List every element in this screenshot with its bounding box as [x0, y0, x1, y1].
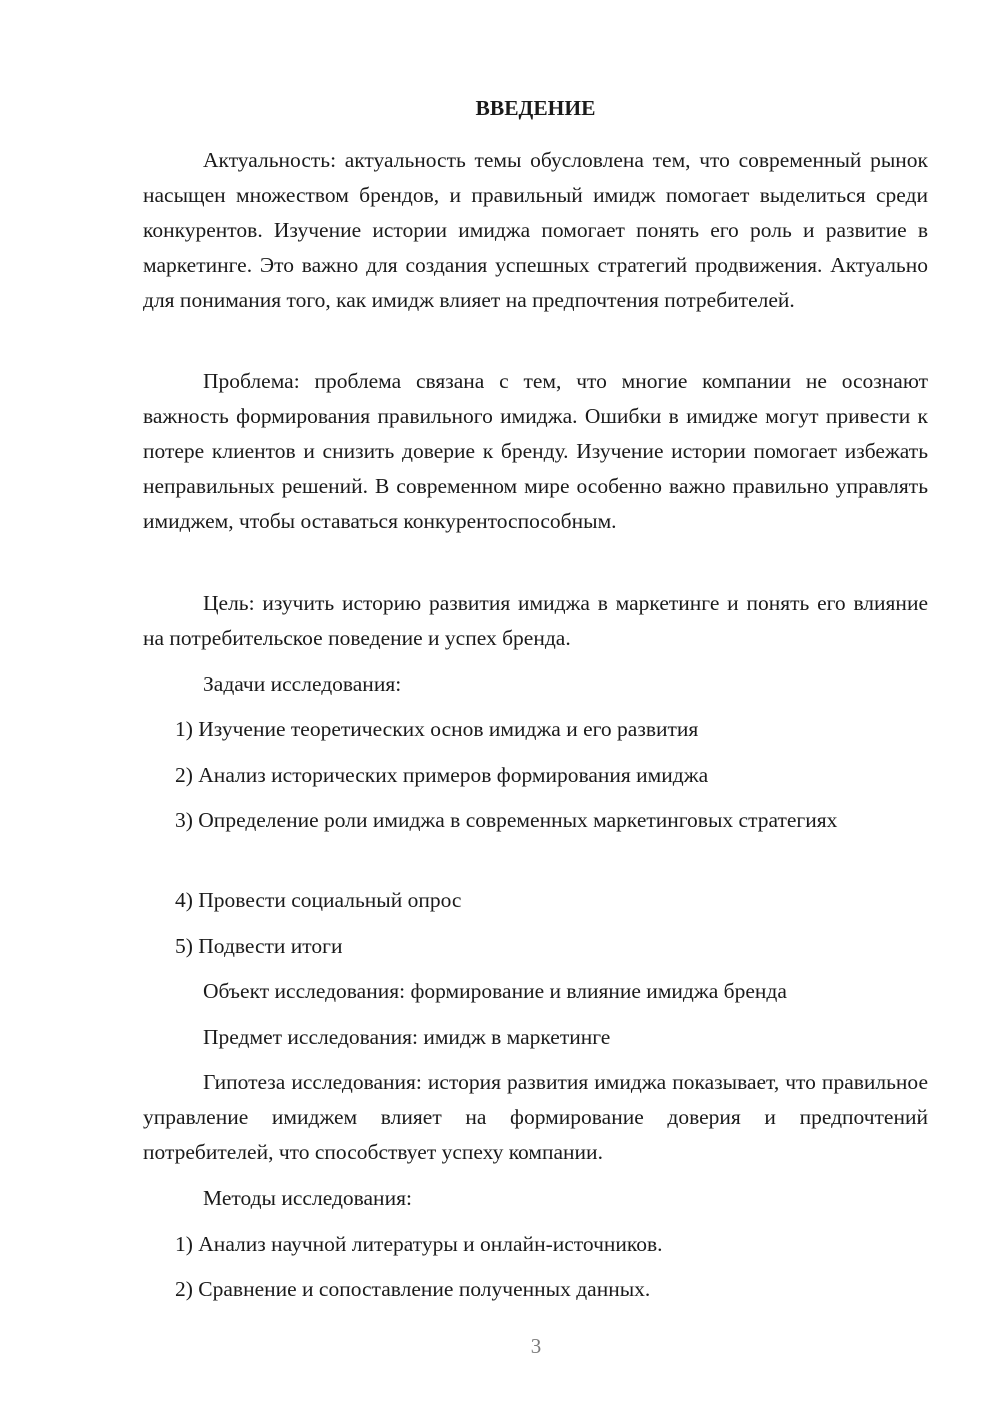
task-item-1: 1) Изучение теоретических основ имиджа и его развития — [175, 717, 699, 741]
hypothesis-paragraph: Гипотеза исследования: история развития имиджа показывает, что правильное управление имиджем влияет на формирование доверия и предпочтений потребителей, что способствует успеху компании. — [143, 1070, 928, 1164]
task-item-4: 4) Провести социальный опрос — [175, 888, 462, 912]
object-line: Объект исследования: формирование и влияние имиджа бренда — [203, 979, 787, 1003]
methods-heading: Методы исследования: — [203, 1186, 412, 1210]
relevance-paragraph: Актуальность: актуальность темы обусловлена тем, что современный рынок насыщен множеством брендов, и правильный имидж помогает выделиться среди конкурентов. Изучение истории имиджа помогает понять его роль и развитие в маркетинге. Это важно для создания успешных стратегий продвижения. Актуально для понимания того, как имидж влияет на предпочтения потребителей. — [143, 148, 928, 312]
task-item-3: 3) Определение роли имиджа в современных маркетинговых стратегиях — [175, 808, 838, 832]
subject-line: Предмет исследования: имидж в маркетинге — [203, 1025, 611, 1049]
tasks-heading: Задачи исследования: — [203, 672, 402, 696]
method-item-2: 2) Сравнение и сопоставление полученных данных. — [175, 1277, 651, 1301]
task-item-5: 5) Подвести итоги — [175, 934, 343, 958]
goal-paragraph: Цель: изучить историю развития имиджа в маркетинге и понять его влияние на потребительское поведение и успех бренда. — [143, 591, 928, 650]
method-item-1: 1) Анализ научной литературы и онлайн-источников. — [175, 1232, 663, 1256]
page-title: ВВЕДЕНИЕ — [475, 96, 596, 120]
page-number: 3 — [530, 1334, 542, 1358]
problem-paragraph: Проблема: проблема связана с тем, что многие компании не осознают важность формирования правильного имиджа. Ошибки в имидже могут привести к потере клиентов и снизить доверие к бренду. Изучение истории помогает избежать неправильных решений. В современном мире особенно важно правильно управлять имиджем, чтобы оставаться конкурентоспособным. — [143, 369, 928, 533]
task-item-2: 2) Анализ исторических примеров формирования имиджа — [175, 763, 709, 787]
